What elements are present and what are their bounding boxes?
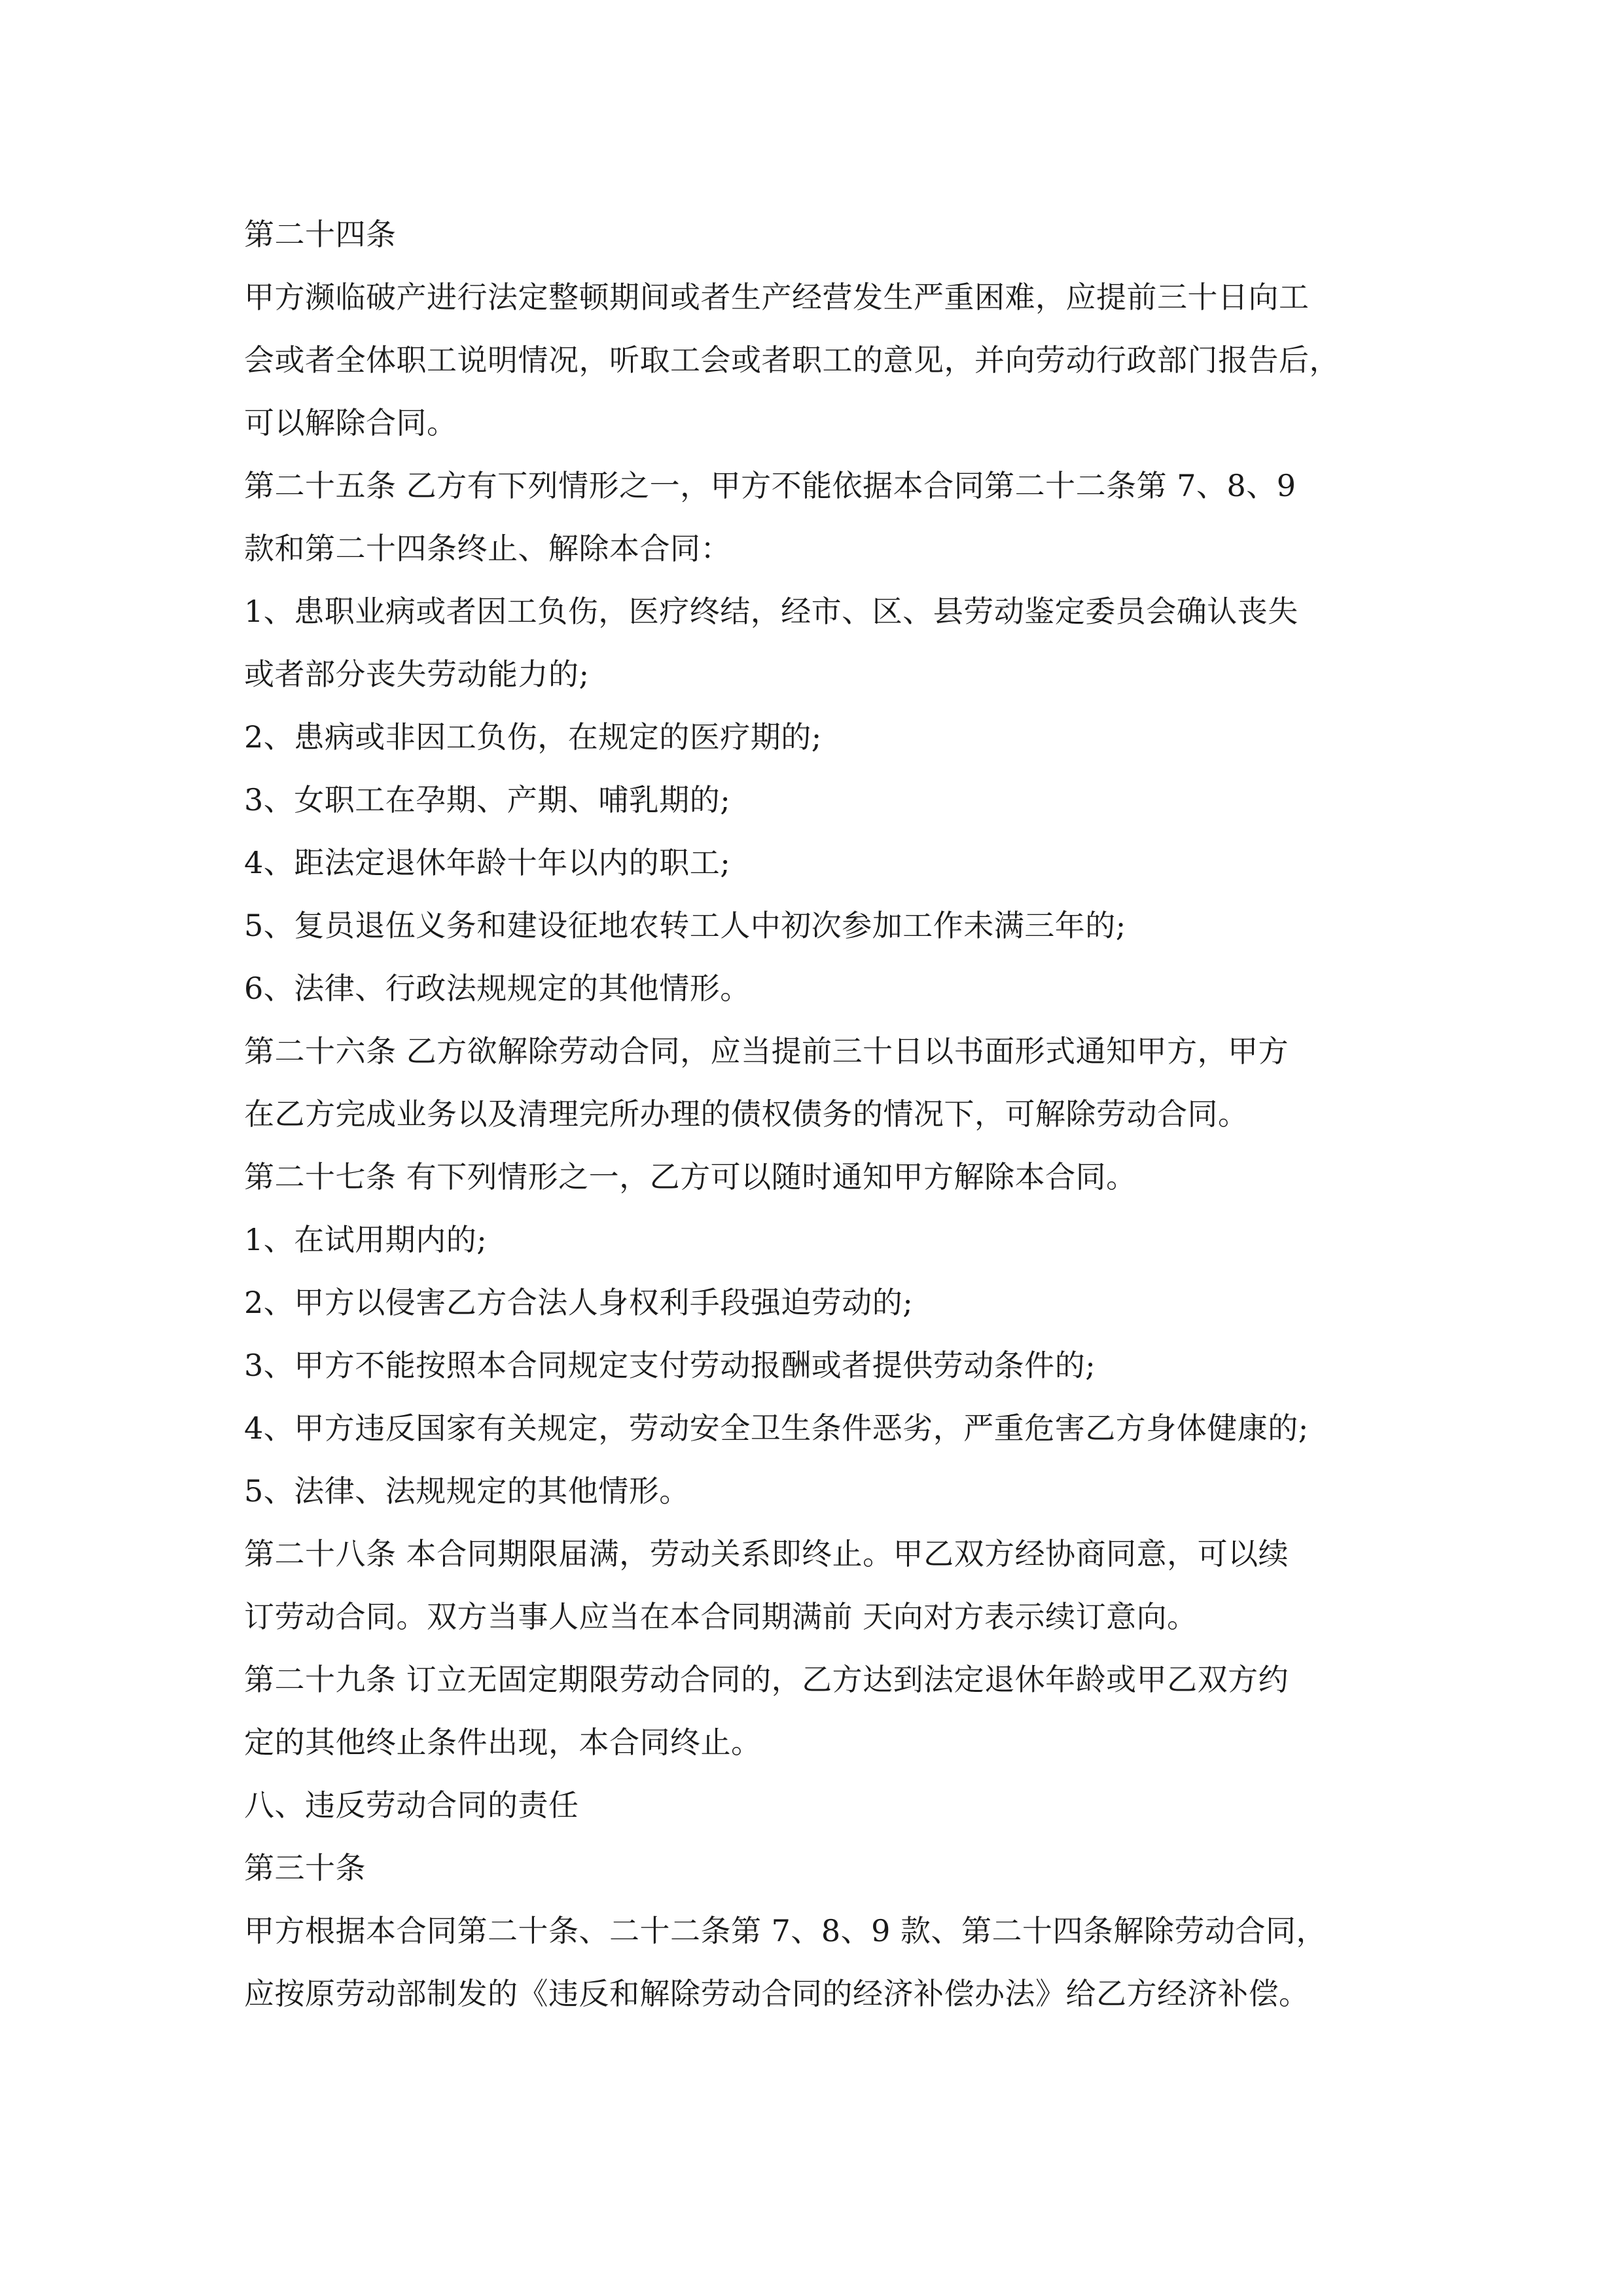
text-line: 第二十九条 订立无固定期限劳动合同的，乙方达到法定退休年龄或甲乙双方约: [244, 1662, 1289, 1697]
text-line: 2、甲方以侵害乙方合法人身权利手段强迫劳动的;: [244, 1285, 914, 1320]
text-line: 八、违反劳动合同的责任: [244, 1787, 579, 1823]
text-line: 第二十七条 有下列情形之一，乙方可以随时通知甲方解除本合同。: [244, 1159, 1137, 1194]
text-line: 1、在试用期内的;: [244, 1222, 488, 1257]
text-line: 4、距法定退休年龄十年以内的职工;: [244, 845, 731, 880]
text-line: 5、复员退伍义务和建设征地农转工人中初次参加工作未满三年的;: [244, 908, 1126, 943]
text-line: 3、甲方不能按照本合同规定支付劳动报酬或者提供劳动条件的;: [244, 1348, 1096, 1383]
text-line: 款和第二十四条终止、解除本合同：: [244, 531, 731, 566]
text-line: 5、法律、法规规定的其他情形。: [244, 1473, 690, 1509]
document-body: [244, 203, 1396, 2025]
text-line: 订劳动合同。双方当事人应当在本合同期满前 天向对方表示续订意向。: [244, 1599, 1198, 1634]
text-line: 或者部分丧失劳动能力的;: [244, 656, 590, 692]
text-line: 会或者全体职工说明情况，听取工会或者职工的意见，并向劳动行政部门报告后，: [244, 342, 1340, 378]
text-line: 可以解除合同。: [244, 405, 457, 440]
text-line: 3、女职工在孕期、产期、哺乳期的;: [244, 782, 731, 817]
text-line: 第三十条: [244, 1850, 366, 1886]
text-line: 第二十五条 乙方有下列情形之一，甲方不能依据本合同第二十二条第 7、8、9: [244, 468, 1296, 503]
text-line: 在乙方完成业务以及清理完所办理的债权债务的情况下，可解除劳动合同。: [244, 1096, 1249, 1132]
text-line: 第二十四条: [244, 217, 397, 252]
text-line: 1、患职业病或者因工负伤，医疗终结，经市、区、县劳动鉴定委员会确认丧失: [244, 594, 1298, 629]
text-line: 2、患病或非因工负伤，在规定的医疗期的;: [244, 719, 822, 755]
text-line: 第二十八条 本合同期限届满，劳动关系即终止。甲乙双方经协商同意，可以续: [244, 1536, 1289, 1571]
text-line: 应按原劳动部制发的《违反和解除劳动合同的经济补偿办法》给乙方经济补偿。: [244, 1976, 1310, 2011]
text-line: 4、甲方违反国家有关规定，劳动安全卫生条件恶劣，严重危害乙方身体健康的;: [244, 1410, 1309, 1446]
text-line: 6、法律、行政法规规定的其他情形。: [244, 971, 751, 1006]
text-line: 第二十六条 乙方欲解除劳动合同，应当提前三十日以书面形式通知甲方，甲方: [244, 1033, 1289, 1069]
text-line: 甲方根据本合同第二十条、二十二条第 7、8、9 款、第二十四条解除劳动合同，: [244, 1913, 1327, 1948]
text-line: 甲方濒临破产进行法定整顿期间或者生产经营发生严重困难，应提前三十日向工: [244, 279, 1310, 315]
text-line: 定的其他终止条件出现，本合同终止。: [244, 1725, 762, 1760]
